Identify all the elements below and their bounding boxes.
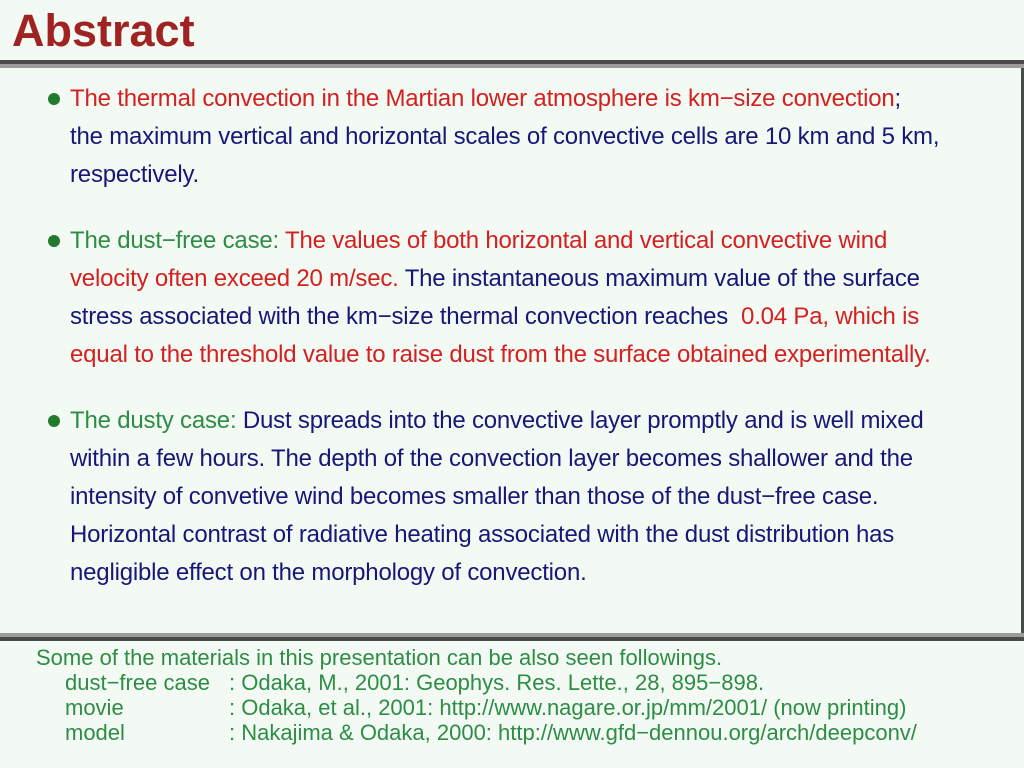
text-run: intensity of convetive wind becomes smaller than those of the dust−free case. [70,483,879,510]
reference-line [36,695,1014,720]
bullet-list [70,80,994,592]
text-run: The dusty case: [70,407,243,434]
reference-line [36,720,1014,745]
text-run: negligible effect on the morphology of convection. [70,559,587,586]
reference-text: : Nakajima & Odaka, 2000: http://www.gfd−dennou.org/arch/deepconv/ [229,720,917,745]
footer-divider [0,633,1024,641]
divider-dark-band [0,637,1024,641]
text-run: respectively. [70,161,200,188]
text-line [70,478,994,516]
text-line [70,298,994,336]
text-run: ; [894,85,901,112]
text-run: The dust−free case: [70,227,286,254]
text-run: Horizontal contrast of radiative heating associated with the dust distribution has [70,521,895,548]
text-run: stress associated with the km−size thermal convection reaches [70,303,735,330]
reference-label: model [65,720,125,745]
text-line [70,336,994,374]
bullet-item [70,222,994,374]
text-line [70,440,994,478]
bullet-item [70,402,994,592]
text-line [70,402,994,440]
text-run: Dust spreads into the convective layer promptly and is well mixed [242,407,924,434]
text-run: The thermal convection in the Martian lower atmosphere is km−size convection [70,85,895,112]
text-run: 0.04 Pa, which is [734,303,920,330]
page-title: Abstract [12,5,195,56]
footer [36,645,1014,745]
text-line [70,516,994,554]
text-run: within a few hours. The depth of the convection layer becomes shallower and the [70,445,913,472]
text-line [70,156,994,194]
text-run: The values of both horizontal and vertical convective wind [285,227,888,254]
title-divider [0,60,1024,68]
bullet-dot-icon [48,415,60,427]
text-run: the maximum vertical and horizontal scales of convective cells are 10 km and 5 km, [70,123,940,150]
footer-intro: Some of the materials in this presentation can be also seen followings. [36,645,723,670]
text-line [70,118,994,156]
reference-label: movie [65,695,124,720]
bullet-dot-icon [48,93,60,105]
bullet-item [70,80,994,194]
text-line [70,80,994,118]
text-line [70,554,994,592]
reference-line [36,670,1014,695]
reference-label: dust−free case [65,670,210,695]
text-line [70,260,994,298]
text-run: velocity often exceed 20 m/sec. [70,265,405,292]
reference-text: : Odaka, M., 2001: Geophys. Res. Lette., 28, 895−898. [229,670,765,695]
text-line [70,222,994,260]
text-run: The instantaneous maximum value of the surface [404,265,920,292]
abstract-body [0,68,1024,633]
reference-list [36,670,1014,745]
bullet-dot-icon [48,235,60,247]
text-run: equal to the threshold value to raise dust from the surface obtained experimentally. [70,341,931,368]
reference-text: : Odaka, et al., 2001: http://www.nagare.or.jp/mm/2001/ (now printing) [229,695,907,720]
